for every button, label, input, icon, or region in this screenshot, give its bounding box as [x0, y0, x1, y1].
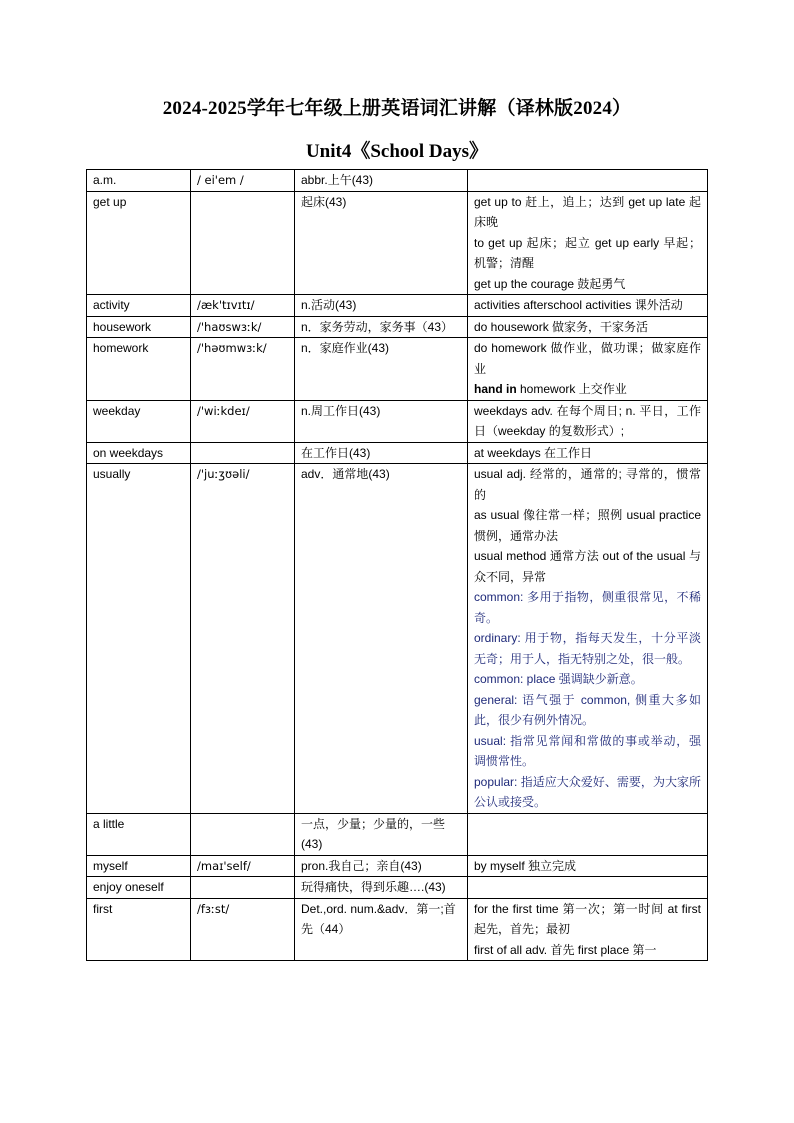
note-line: hand in homework 上交作业 [474, 382, 627, 396]
phonetic-cell: /æk'tɪvɪtɪ/ [191, 295, 295, 317]
note-line: get up to 赶上，追上；达到 get up late 起床晚 [474, 194, 701, 229]
table-row [87, 464, 708, 814]
phonetic-cell: /'haʊswɜːk/ [191, 316, 295, 338]
phonetic-cell: / ei'em / [191, 170, 295, 192]
unit-title: Unit4《School Days》 [305, 141, 489, 162]
note-bold: hand in [474, 382, 517, 396]
notes-cell [468, 400, 708, 442]
word-cell: housework [87, 316, 191, 338]
meaning-cell: abbr.上午(43) [295, 170, 468, 192]
phonetic-cell [191, 191, 295, 295]
note-line: usual: 指常见常闻和常做的事或举动，强调惯常性。 [474, 733, 701, 768]
meaning-cell: n．家务劳动，家务事（43） [295, 316, 468, 338]
phonetic-cell: /'wiːkdeɪ/ [191, 400, 295, 442]
word-cell: activity [87, 295, 191, 317]
phonetic-cell: /'həʊmwɜːk/ [191, 338, 295, 401]
notes-cell [468, 877, 708, 899]
meaning-cell: 玩得痛快，得到乐趣….(43) [295, 877, 468, 899]
meaning-cell: n.周工作日(43) [295, 400, 468, 442]
table-row [87, 316, 708, 338]
note-line: usual method 通常方法 out of the usual 与众不同，异常 [474, 549, 701, 584]
table-row [87, 295, 708, 317]
table-row [87, 442, 708, 464]
note-line: do homework 做作业，做功课；做家庭作业 [474, 341, 701, 376]
phonetic-cell [191, 442, 295, 464]
phonetic-cell: /'juːʒʊəli/ [191, 464, 295, 814]
notes-cell [468, 295, 708, 317]
meaning-cell: 在工作日(43) [295, 442, 468, 464]
vocabulary-table [86, 169, 708, 961]
table-row [87, 813, 708, 855]
table-row [87, 338, 708, 401]
meaning-cell: adv．通常地(43) [295, 464, 468, 814]
table-row [87, 400, 708, 442]
notes-cell [468, 464, 708, 814]
note-line: first of all adv. 首先 first place 第一 [474, 942, 657, 957]
notes-cell [468, 898, 708, 961]
note-line: common: 多用于指物，侧重很常见，不稀奇。 [474, 590, 701, 625]
notes-cell [468, 855, 708, 877]
note-line: weekdays adv. 在每个周日; n. 平日，工作日（weekday 的复数形式）; [474, 403, 701, 438]
notes-cell [468, 316, 708, 338]
word-cell: get up [87, 191, 191, 295]
phonetic-cell [191, 877, 295, 899]
table-row [87, 855, 708, 877]
notes-cell [468, 170, 708, 192]
note-line: common: place 强调缺少新意。 [474, 672, 643, 686]
note-line: ordinary: 用于物，指每天发生，十分平淡无奇；用于人，指无特别之处，很一般。 [474, 631, 701, 666]
note-line: for the first time 第一次；第一时间 at first 起先，首先；最初 [474, 901, 701, 936]
word-cell: a.m. [87, 170, 191, 192]
note-line: to get up 起床；起立 get up early 早起；机警；清醒 [474, 235, 701, 270]
page-title: 2024-2025学年七年级上册英语词汇讲解（译林版2024） [162, 98, 632, 119]
note-line: at weekdays 在工作日 [474, 445, 593, 460]
word-cell: homework [87, 338, 191, 401]
note-line: by myself 独立完成 [474, 858, 577, 873]
note-line: popular: 指适应大众爱好、需要，为大家所公认或接受。 [474, 774, 701, 809]
note-line: usual adj. 经常的，通常的; 寻常的，惯常的 [474, 467, 701, 502]
phonetic-cell [191, 813, 295, 855]
meaning-cell: 起床(43) [295, 191, 468, 295]
meaning-cell: 一点，少量；少量的，一些(43) [295, 813, 468, 855]
word-cell: usually [87, 464, 191, 814]
word-cell: weekday [87, 400, 191, 442]
note-line: general: 语气强于 common, 侧重大多如此，很少有例外情况。 [474, 692, 701, 727]
table-row [87, 898, 708, 961]
word-cell: enjoy oneself [87, 877, 191, 899]
meaning-cell: n．家庭作业(43) [295, 338, 468, 401]
word-cell: on weekdays [87, 442, 191, 464]
notes-cell [468, 191, 708, 295]
phonetic-cell: /maɪ'self/ [191, 855, 295, 877]
notes-cell [468, 338, 708, 401]
table-row [87, 191, 708, 295]
meaning-cell: n.活动(43) [295, 295, 468, 317]
notes-cell [468, 442, 708, 464]
table-row [87, 877, 708, 899]
note-line: activities afterschool activities 课外活动 [474, 298, 683, 312]
note-line: get up the courage 鼓起勇气 [474, 276, 626, 291]
notes-cell [468, 813, 708, 855]
note-line: as usual 像往常一样；照例 usual practice 惯例，通常办法 [474, 508, 701, 543]
word-cell: a little [87, 813, 191, 855]
word-cell: myself [87, 855, 191, 877]
note-line: do housework 做家务，干家务活 [474, 319, 649, 334]
table-row [87, 170, 708, 192]
phonetic-cell: /fɜːst/ [191, 898, 295, 961]
word-cell: first [87, 898, 191, 961]
meaning-cell: pron.我自己；亲自(43) [295, 855, 468, 877]
meaning-cell: Det.,ord. num.&adv．第一;首先（44） [295, 898, 468, 961]
